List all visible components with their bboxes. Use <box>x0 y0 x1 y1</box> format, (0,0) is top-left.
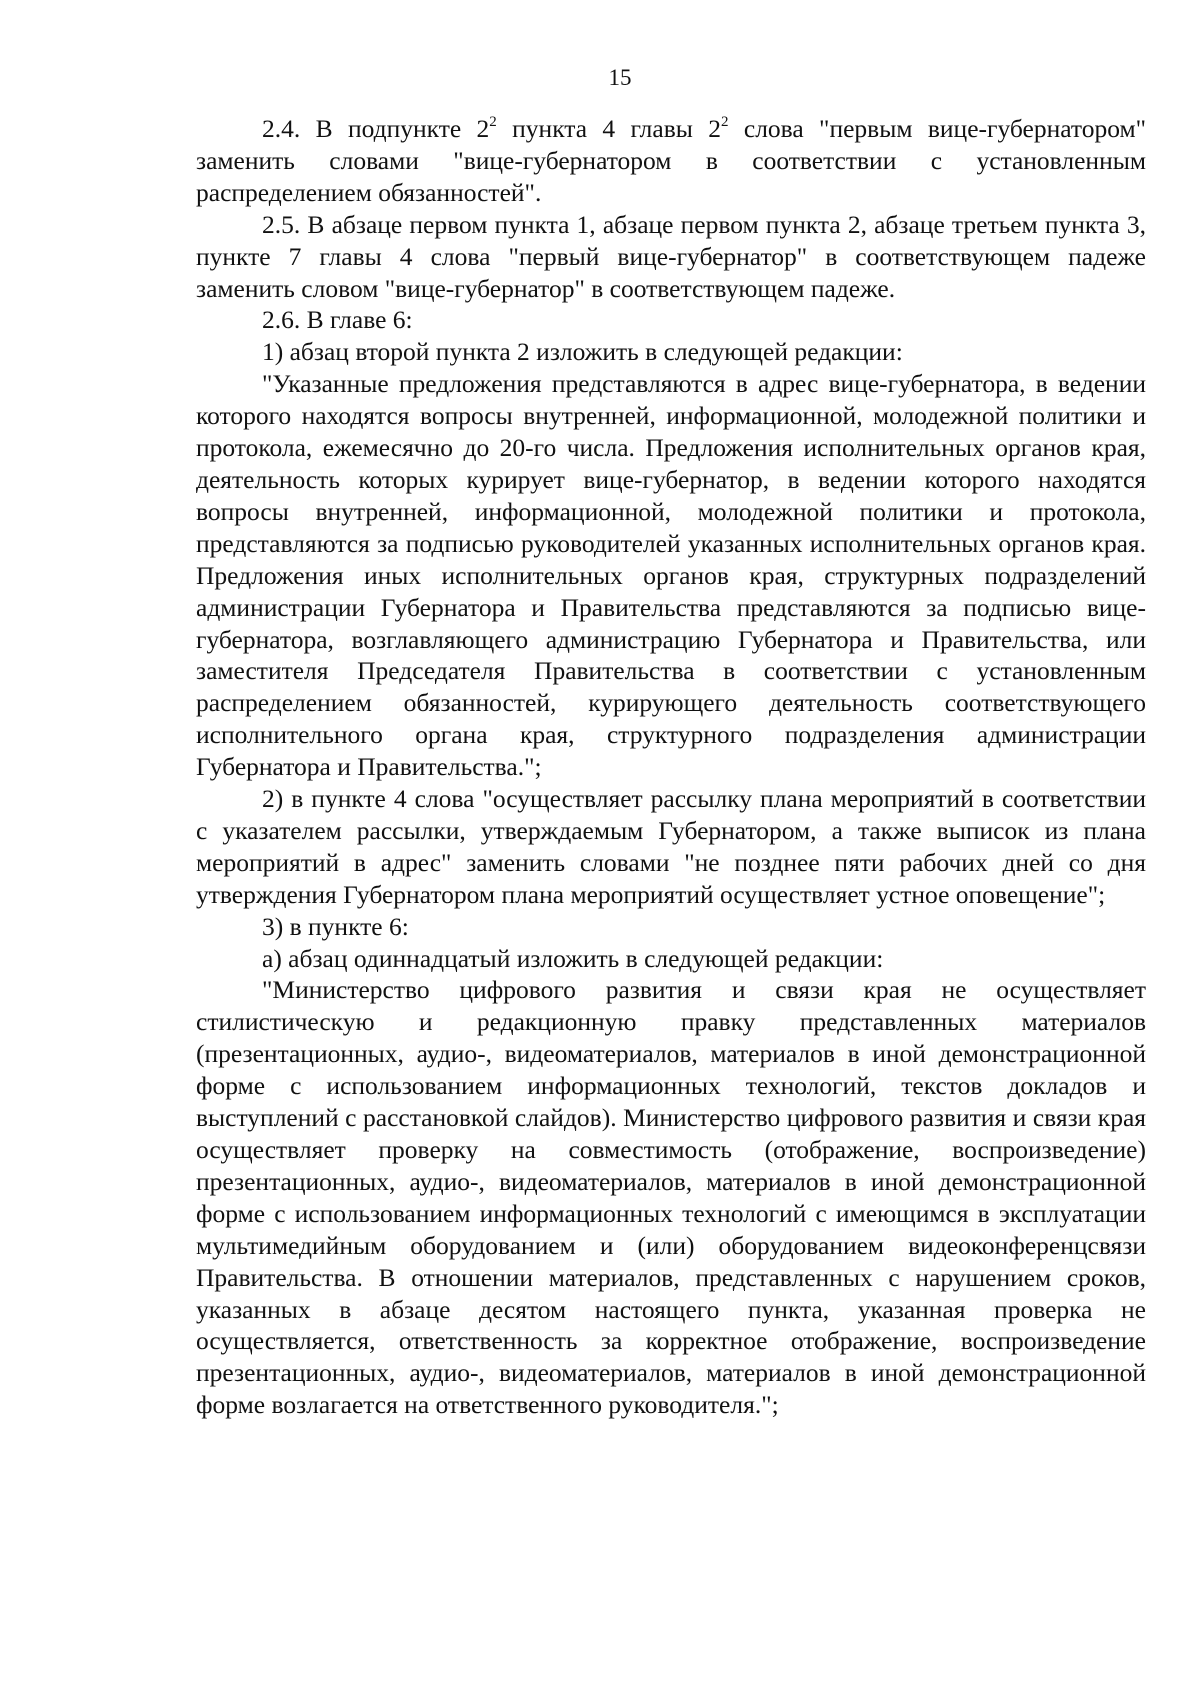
page-number: 15 <box>608 65 632 90</box>
subitem-a-heading: а) абзац одиннадцатый изложить в следующей редакции: <box>262 943 884 973</box>
item-1-heading: 1) абзац второй пункта 2 изложить в следующей редакции: <box>262 337 903 367</box>
paragraph-2-4 <box>196 113 1146 209</box>
paragraph-2-4-part-c: слова "первым вице-губернатором" заменить словами "вице-губернатором в соответствии с установленным распределением обязанностей". <box>196 114 1147 207</box>
subitem-a-quoted-text: "Министерство цифрового развития и связи края не осуществляет стилистическую и редакционную правку представленных материалов (презентационных, аудио-, видеоматериалов, материалов в иной демонстрационной форме с использованием информационных технологий, текстов докладов и выступлений с расстановкой слайдов). Министерство цифрового развития и связи края осуществляет проверку на совместимость (отображение, воспроизведение) презентационных, аудио-, видеоматериалов, материалов в иной демонстрационной форме с использованием информационных технологий с имеющимся в эксплуатации мультимедийным оборудованием и (или) оборудованием видеоконференцсвязи Правительства. В отношении материалов, представленных с нарушением сроков, указанных в абзаце десятом настоящего пункта, указанная проверка не осуществляется, ответственность за корректное отображение, воспроизведение презентационных, аудио-, видеоматериалов, материалов в иной демонстрационной форме возлагается на ответственного руководителя."; <box>196 975 1146 1420</box>
superscript: 2 <box>489 113 497 130</box>
item-1-quoted-text: "Указанные предложения представляются в адрес вице-губернатора, в ведении которого находятся вопросы внутренней, информационной, молодежной политики и протокола, ежемесячно до 20-го числа. Предложения исполнительных органов края, деятельность которых курирует вице-губернатор, в ведении которого находятся вопросы внутренней, информационной, молодежной политики и протокола, представляются за подписью руководителей указанных исполнительных органов края. Предложения иных исполнительных органов края, структурных подразделений администрации Губернатора и Правительства представляются за подписью вице-губернатора, возглавляющего администрацию Губернатора и Правительства, или заместителя Председателя Правительства в соответствии с установленным распределением обязанностей, курирующего деятельность соответствующего исполнительного органа края, структурного подразделения администрации Губернатора и Правительства."; <box>196 369 1146 782</box>
document-body <box>196 113 1146 1421</box>
superscript: 2 <box>721 113 729 130</box>
paragraph-2-6-heading: 2.6. В главе 6: <box>262 305 413 335</box>
paragraph-2-4-part-a: 2.4. В подпункте 2 <box>262 114 490 143</box>
paragraph-2-4-part-b: пункта 4 главы 2 <box>496 114 722 143</box>
item-2: 2) в пункте 4 слова "осуществляет рассылку плана мероприятий в соответствии с указателем рассылки, утверждаемым Губернатором, а также выписок из плана мероприятий в адрес" заменить словами "не позднее пяти рабочих дней со дня утверждения Губернатором плана мероприятий осуществляет устное оповещение"; <box>196 784 1146 909</box>
item-3-heading: 3) в пункте 6: <box>262 911 409 941</box>
paragraph-2-5: 2.5. В абзаце первом пункта 1, абзаце первом пункта 2, абзаце третьем пункта 3, пункте 7 главы 4 слова "первый вице-губернатор" в соответствующем падеже заменить словом "вице-губернатор" в соответствующем падеже. <box>196 209 1146 303</box>
